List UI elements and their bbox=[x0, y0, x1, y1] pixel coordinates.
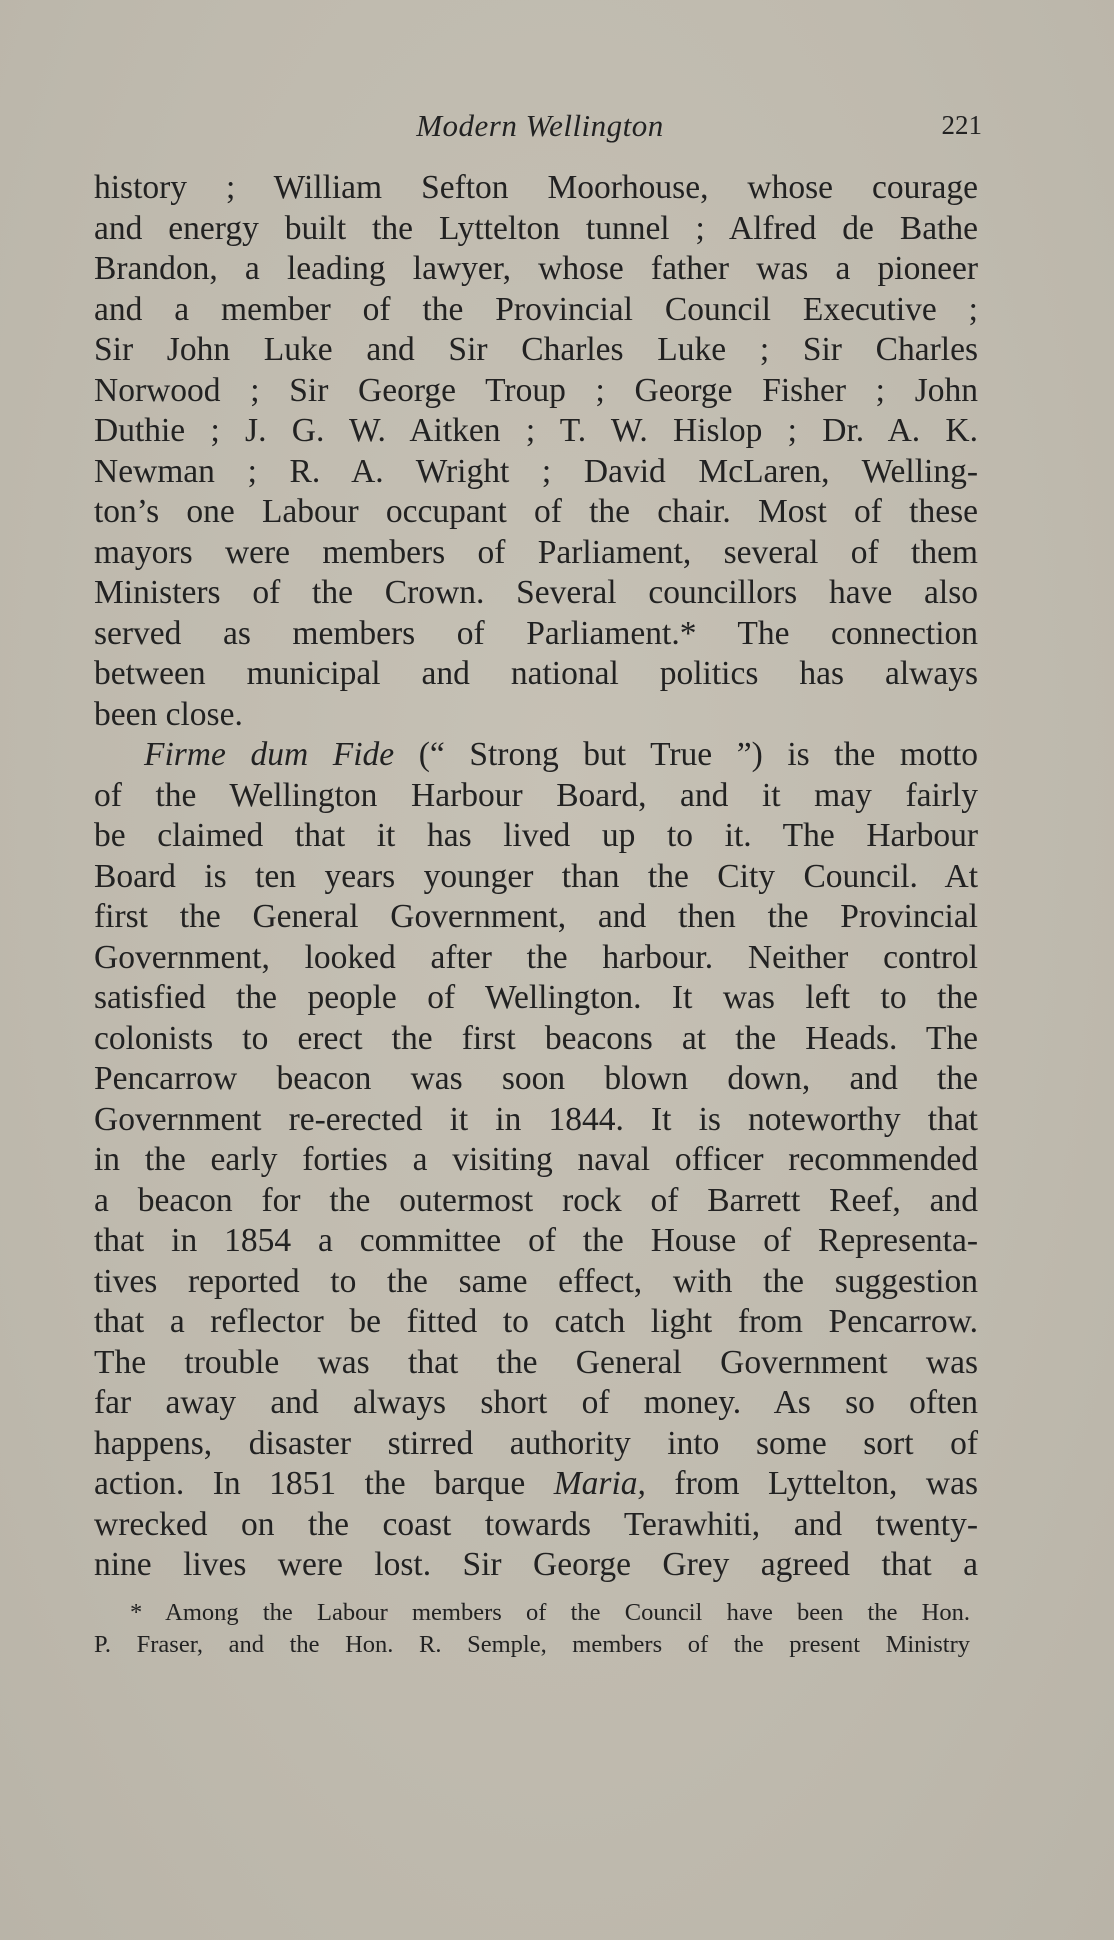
text-line: be claimed that it has lived up to it. The Harbour bbox=[94, 817, 978, 854]
ship-line bbox=[94, 1464, 978, 1505]
text-line: Ministers of the Crown. Several councillors have also bbox=[94, 574, 978, 611]
page-number: 221 bbox=[941, 110, 982, 140]
body-text bbox=[94, 168, 978, 1586]
text-line: The trouble was that the General Government was bbox=[94, 1343, 978, 1381]
text-line: in the early forties a visiting naval officer recommended bbox=[94, 1141, 978, 1178]
paragraph-first-line bbox=[94, 735, 978, 776]
text-line: history ; William Sefton Moorhouse, whose courage bbox=[94, 169, 978, 206]
text-line: Duthie ; J. G. W. Aitken ; T. W. Hislop ; Dr. A. K. bbox=[94, 412, 978, 449]
motto-translation: (“ Strong but True ”) is the motto bbox=[394, 736, 978, 773]
footnote-line: P. Fraser, and the Hon. R. Semple, members of the present Ministry bbox=[94, 1631, 970, 1658]
ship-line-start: action. In 1851 the barque bbox=[94, 1465, 554, 1502]
text-line: far away and always short of money. As so often bbox=[94, 1384, 978, 1421]
text-line: Board is ten years younger than the City Council. At bbox=[94, 857, 978, 895]
footnote-line: * Among the Labour members of the Council have been the Hon. bbox=[130, 1599, 970, 1626]
text-line: Pencarrow beacon was soon blown down, and the bbox=[94, 1060, 978, 1097]
text-line: Government, looked after the harbour. Neither control bbox=[94, 938, 978, 976]
running-title: Modern Wellington bbox=[416, 108, 664, 143]
text-line: and energy built the Lyttelton tunnel ; Alfred de Bathe bbox=[94, 209, 978, 247]
text-line: Sir John Luke and Sir Charles Luke ; Sir Charles bbox=[94, 331, 978, 368]
text-line: that a reflector be fitted to catch light from Pencarrow. bbox=[94, 1303, 978, 1340]
footnote bbox=[94, 1597, 970, 1661]
text-line: Norwood ; Sir George Troup ; George Fisher ; John bbox=[94, 371, 978, 409]
text-line: ton’s one Labour occupant of the chair. Most of these bbox=[94, 493, 978, 530]
text-line: nine lives were lost. Sir George Grey agreed that a bbox=[94, 1546, 978, 1583]
text-line: and a member of the Provincial Council Executive ; bbox=[94, 290, 978, 328]
text-line: been close. bbox=[94, 695, 243, 733]
text-line: tives reported to the same effect, with the suggestion bbox=[94, 1262, 978, 1300]
text-line: satisfied the people of Wellington. It was left to the bbox=[94, 979, 978, 1016]
text-line: first the General Government, and then the Provincial bbox=[94, 898, 978, 935]
ship-line-end: from Lyttelton, was bbox=[645, 1465, 979, 1502]
text-line: happens, disaster stirred authority into some sort of bbox=[94, 1424, 978, 1462]
text-line: Brandon, a leading lawyer, whose father was a pioneer bbox=[94, 250, 978, 287]
text-line: that in 1854 a committee of the House of Representa- bbox=[94, 1222, 978, 1259]
motto-text: Firme dum Fide bbox=[144, 736, 395, 773]
running-head bbox=[94, 108, 986, 152]
text-line: of the Wellington Harbour Board, and it may fairly bbox=[94, 776, 978, 814]
ship-name: Maria, bbox=[553, 1465, 646, 1502]
text-line: wrecked on the coast towards Terawhiti, and twenty- bbox=[94, 1505, 978, 1543]
text-line: mayors were members of Parliament, several of them bbox=[94, 533, 978, 571]
text-line: Newman ; R. A. Wright ; David McLaren, Welling- bbox=[94, 452, 978, 490]
text-line: between municipal and national politics has always bbox=[94, 655, 978, 692]
text-line: a beacon for the outermost rock of Barrett Reef, and bbox=[94, 1181, 978, 1219]
text-line: colonists to erect the first beacons at the Heads. The bbox=[94, 1019, 978, 1057]
text-line: served as members of Parliament.* The connection bbox=[94, 614, 978, 652]
text-line: Government re-erected it in 1844. It is noteworthy that bbox=[94, 1100, 978, 1138]
